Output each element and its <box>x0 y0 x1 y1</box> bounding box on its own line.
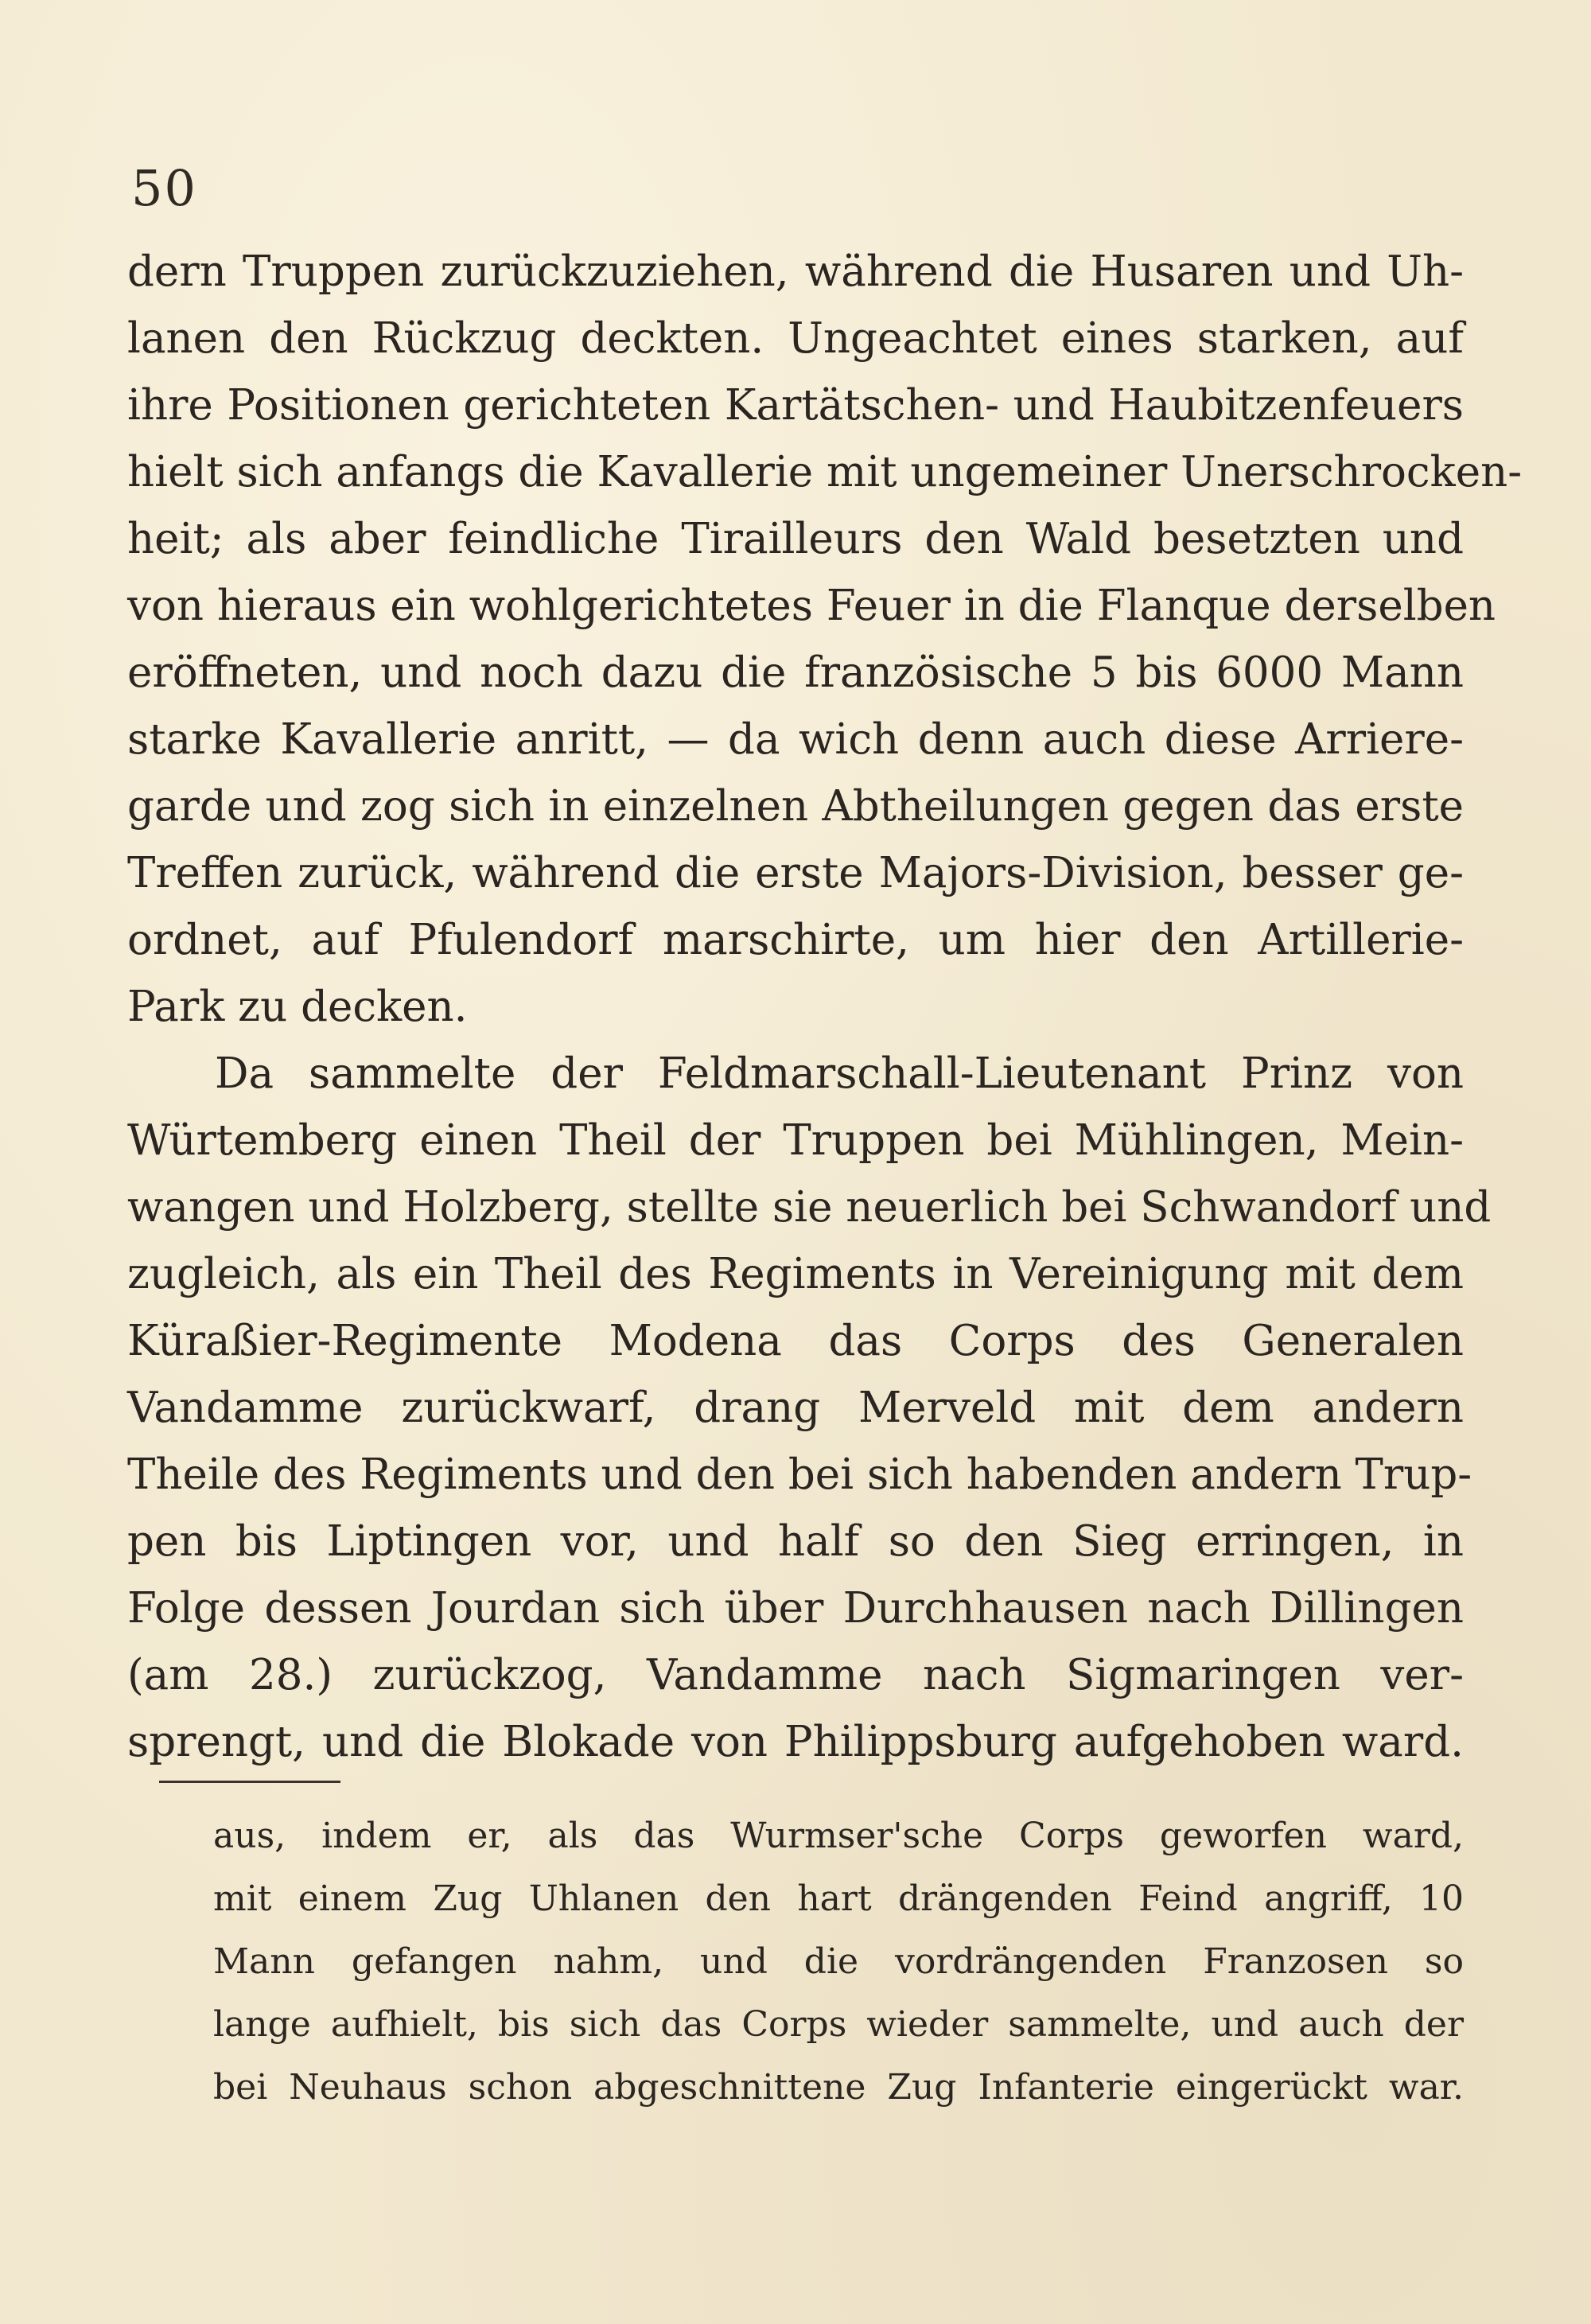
body-text <box>127 239 1523 1776</box>
body-line: starke Kavallerie anritt, — da wich denn auch diese Arriere- <box>127 715 1464 764</box>
body-line: Theile des Regiments und den bei sich habenden andern Trup- <box>127 1450 1472 1499</box>
body-line: Küraßier-Regimente Modena das Corps des Generalen <box>127 1317 1464 1365</box>
body-line: dern Truppen zurückzuziehen, während die Husaren und Uh- <box>127 247 1464 296</box>
body-line: Da sammelte der Feldmarschall-Lieutenant Prinz von <box>215 1049 1464 1098</box>
footnote-line: bei Neuhaus schon abgeschnittene Zug Infanterie eingerückt war. <box>213 2067 1464 2108</box>
body-line: pen bis Liptingen vor, und half so den Sieg erringen, in <box>127 1517 1464 1566</box>
footnote-line: lange aufhielt, bis sich das Corps wieder sammelte, und auch der <box>213 2004 1464 2045</box>
footnote-line: Mann gefangen nahm, und die vordrängenden Franzosen so <box>213 1941 1464 1982</box>
body-line: Würtemberg einen Theil der Truppen bei Mühlingen, Mein- <box>127 1116 1464 1165</box>
footnote-line: aus, indem er, als das Wurmser'sche Corps geworfen ward, <box>213 1816 1464 1856</box>
body-line: garde und zog sich in einzelnen Abtheilungen gegen das erste <box>127 782 1464 831</box>
body-line: eröffneten, und noch dazu die französische 5 bis 6000 Mann <box>127 648 1464 697</box>
page-number: 50 <box>131 159 197 217</box>
body-line: Park zu decken. <box>127 983 468 1031</box>
body-line: hielt sich anfangs die Kavallerie mit ungemeiner Unerschrocken- <box>127 448 1523 496</box>
footnote <box>213 1804 1464 2119</box>
body-line: Folge dessen Jourdan sich über Durchhausen nach Dillingen <box>127 1584 1464 1633</box>
body-line: Treffen zurück, während die erste Majors-Division, besser ge- <box>127 849 1464 897</box>
body-line: (am 28.) zurückzog, Vandamme nach Sigmaringen ver- <box>127 1651 1464 1699</box>
footnote-divider <box>159 1781 340 1783</box>
body-line: Vandamme zurückwarf, drang Merveld mit dem andern <box>127 1384 1464 1432</box>
body-line: wangen und Holzberg, stellte sie neuerlich bei Schwandorf und <box>127 1183 1492 1232</box>
body-line: von hieraus ein wohlgerichtetes Feuer in die Flanque derselben <box>127 582 1496 630</box>
body-line: ordnet, auf Pfulendorf marschirte, um hier den Artillerie- <box>127 916 1464 964</box>
body-line: sprengt, und die Blokade von Philippsburg aufgehoben ward. <box>127 1718 1464 1766</box>
body-line: lanen den Rückzug deckten. Ungeachtet eines starken, auf <box>127 314 1464 363</box>
body-line: zugleich, als ein Theil des Regiments in Vereinigung mit dem <box>127 1250 1464 1298</box>
footnote-line: mit einem Zug Uhlanen den hart drängenden Feind angriff, 10 <box>213 1878 1464 1919</box>
body-line: heit; als aber feindliche Tirailleurs den Wald besetzten und <box>127 515 1464 563</box>
body-line: ihre Positionen gerichteten Kartätschen- und Haubitzenfeuers <box>127 381 1464 430</box>
